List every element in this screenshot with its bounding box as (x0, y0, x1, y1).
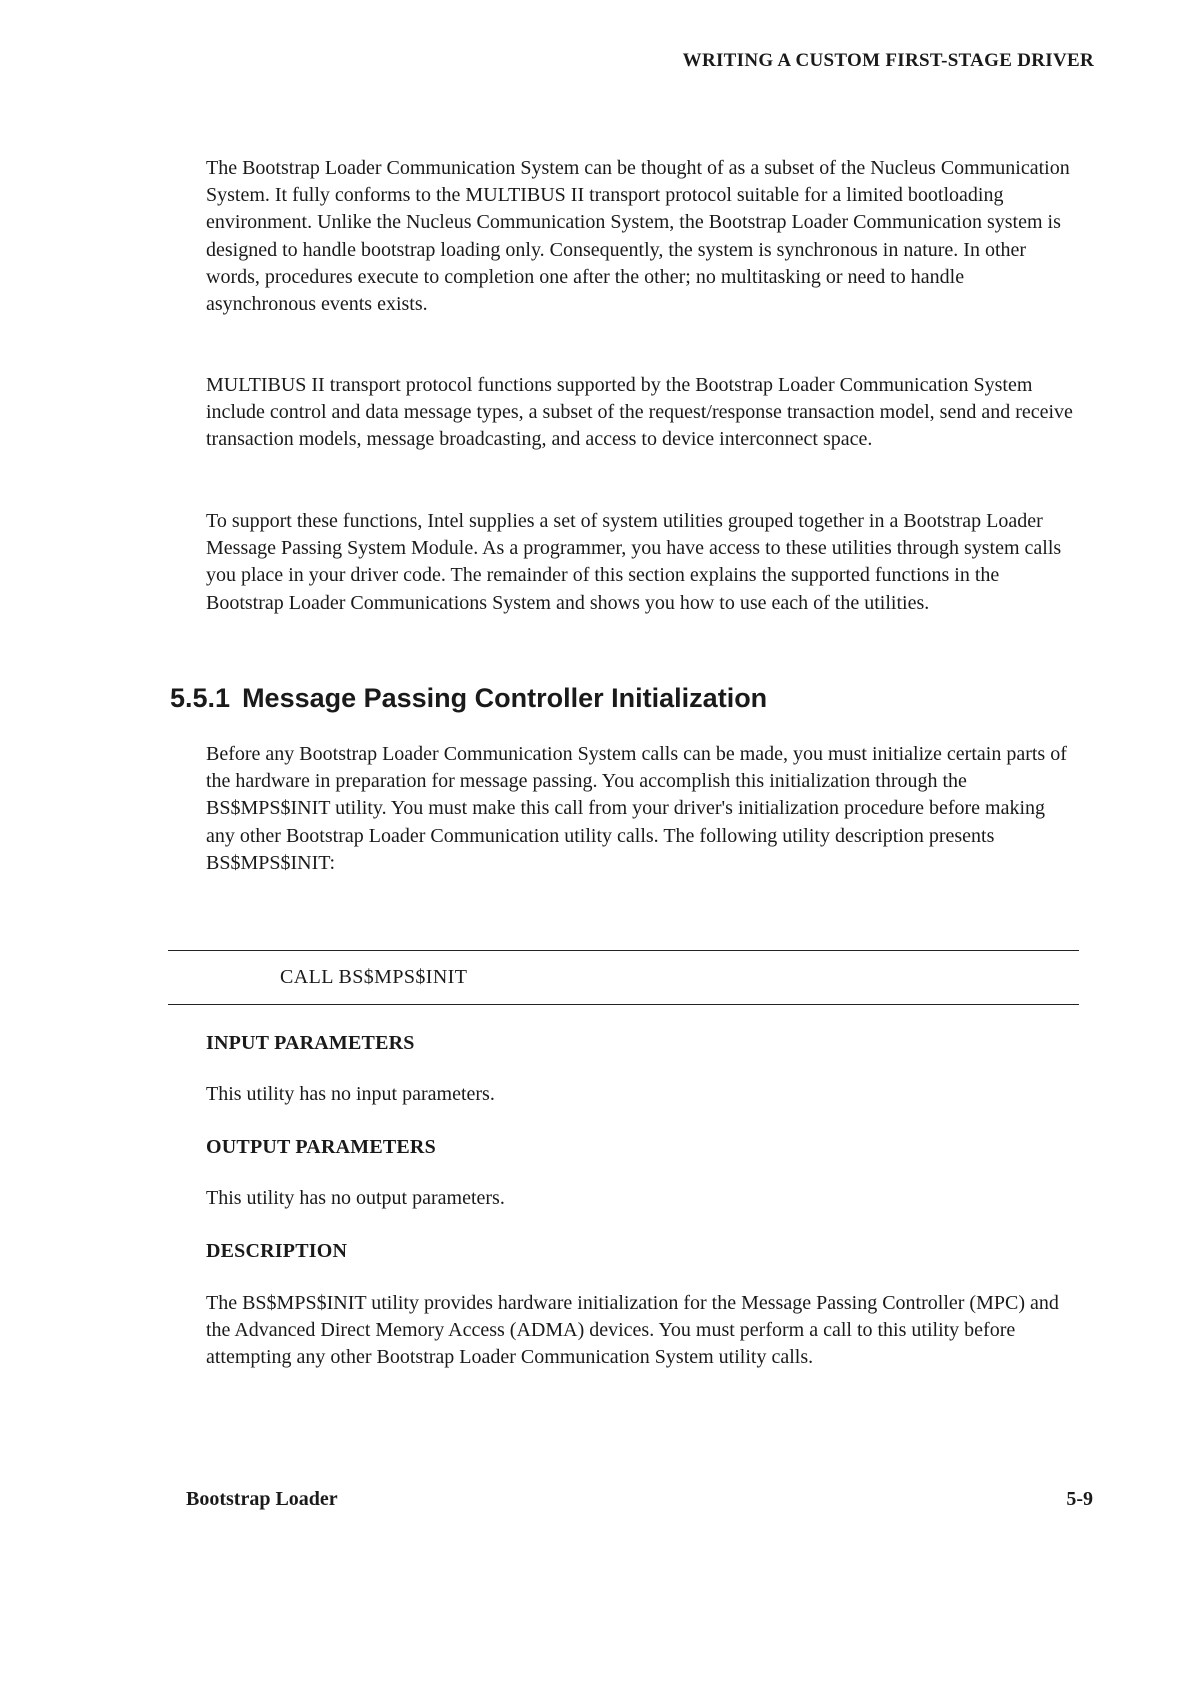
running-header: WRITING A CUSTOM FIRST-STAGE DRIVER (682, 50, 1094, 71)
description-text: The BS$MPS$INIT utility provides hardware initialization for the Message Passing Controller (MPC) and the Advanced Direct Memory Access (ADMA) devices. You must perform a call to this utility before attempting any other Bootstrap Loader Communication System utility calls. (206, 1292, 1059, 1369)
description-heading: DESCRIPTION (206, 1240, 348, 1262)
input-parameters-heading: INPUT PARAMETERS (206, 1032, 415, 1054)
footer-book-title: Bootstrap Loader (186, 1488, 338, 1510)
output-parameters-heading: OUTPUT PARAMETERS (206, 1136, 436, 1158)
section-heading (170, 683, 767, 714)
call-box-top-rule (168, 950, 1079, 951)
section-title: Message Passing Controller Initialization (242, 683, 768, 713)
output-parameters-text: This utility has no output parameters. (206, 1187, 505, 1209)
footer-page-number: 5-9 (1066, 1488, 1093, 1510)
intro-paragraph-1: The Bootstrap Loader Communication System can be thought of as a subset of the Nucleus Communication System. It fully conforms to the MULTIBUS II transport protocol suitable for a limited bootloading environment. Unlike the Nucleus Communication System, the Bootstrap Loader Communication system is designed to handle bootstrap loading only. Consequently, the system is synchronous in nature. In other words, procedures execute to completion one after the other; no multitasking or need to handle asynchronous events exists. (206, 157, 1070, 316)
intro-paragraph-3: To support these functions, Intel supplies a set of system utilities grouped together in a Bootstrap Loader Message Passing System Module. As a programmer, you have access to these utilities through system calls you place in your driver code. The remainder of this section explains the supported functions in the Bootstrap Loader Communications System and shows you how to use each of the utilities. (206, 510, 1062, 614)
call-statement: CALL BS$MPS$INIT (280, 966, 468, 988)
section-number: 5.5.1 (170, 683, 231, 713)
section-intro-paragraph: Before any Bootstrap Loader Communication System calls can be made, you must initialize certain parts of the hardware in preparation for message passing. You accomplish this initialization through the BS$MPS$INIT utility. You must make this call from your driver's initialization procedure before making any other Bootstrap Loader Communication utility calls. The following utility description presents BS$MPS$INIT: (206, 743, 1067, 874)
input-parameters-text: This utility has no input parameters. (206, 1083, 495, 1105)
call-box-bottom-rule (168, 1004, 1079, 1005)
intro-paragraph-2: MULTIBUS II transport protocol functions supported by the Bootstrap Loader Communication System include control and data message types, a subset of the request/response transaction model, send and receive transaction models, message broadcasting, and access to device interconnect space. (206, 374, 1073, 451)
